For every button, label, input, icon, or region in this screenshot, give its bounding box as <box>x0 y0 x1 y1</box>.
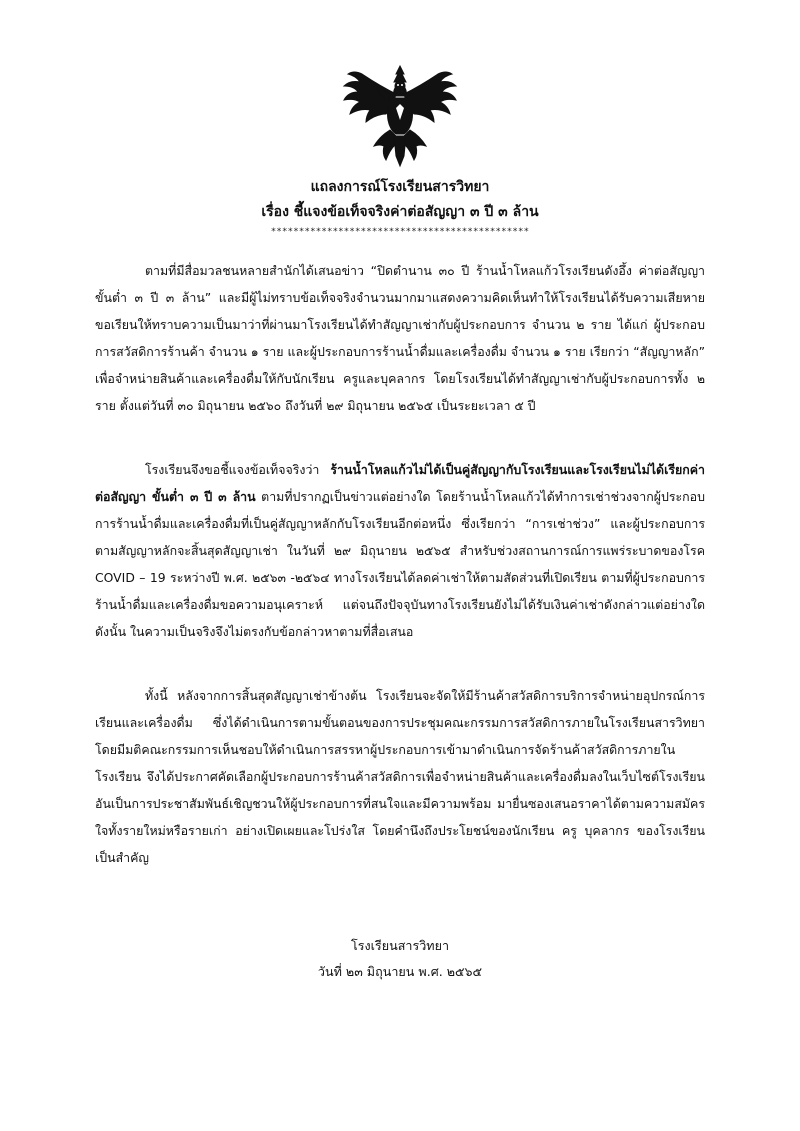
paragraph-2-rest: ตามที่ปรากฏเป็นข่าวแต่อย่างใด โดยร้านน้ำโหลแก้วได้ทำการเช่าช่วงจากผู้ประกอบการร้านน้ำดื่มและเครื่องดื่มที่เป็นคู่สัญญาหลักกับโรงเรียนอีกต่อหนึ่ง ซึ่งเรียกว่า “การเช่าช่วง” และผู้ประกอบการตามสัญญาหลักจะสิ้นสุดสัญญาเช่า ในวันที่ ๒๙ มิถุนายน ๒๕๖๕ สำหรับช่วงสถานการณ์การแพร่ระบาดของโรค COVID – 19 ระหว่างปี พ.ศ. ๒๕๖๓ -๒๕๖๔ ทางโรงเรียนได้ลดค่าเช่าให้ตามสัดส่วนที่เปิดเรียน ตามที่ผู้ประกอบการร้านน้ำดื่มและเครื่องดื่มขอความอนุเคราะห์ แต่จนถึงปัจจุบันทางโรงเรียนยังไม่ได้รับเงินค่าเช่าดังกล่าวแต่อย่างใด ดังนั้น ในความเป็นจริงจึงไม่ตรงกับข้อกล่าวหาตามที่สื่อเสนอ <box>95 489 705 639</box>
paragraph-1-text: ตามที่มีสื่อมวลชนหลายสำนักได้เสนอข่าว “ปิดตำนาน ๓๐ ปี ร้านน้ำโหลแก้วโรงเรียนดังอึ้ง ค่าต่อสัญญา ขั้นต่ำ ๓ ปี ๓ ล้าน” และมีผู้ไม่ทราบข้อเท็จจริงจำนวนมากมาแสดงความคิดเห็นทำให้โรงเรียนได้รับความเสียหาย ขอเรียนให้ทราบความเป็นมาว่าที่ผ่านมาโรงเรียนได้ทำสัญญาเช่ากับผู้ประกอบการ จำนวน ๒ ราย ได้แก่ ผู้ประกอบการสวัสดิการร้านค้า จำนวน ๑ ราย และผู้ประกอบการร้านน้ำดื่มและเครื่องดื่ม จำนวน ๑ ราย เรียกว่า “สัญญาหลัก” เพื่อจำหน่ายสินค้าและเครื่องดื่มให้กับนักเรียน ครูและบุคลากร โดยโรงเรียนได้ทำสัญญาเช่ากับผู้ประกอบการทั้ง ๒ ราย ตั้งแต่วันที่ ๓๐ มิถุนายน ๒๕๖๐ ถึงวันที่ ๒๙ มิถุนายน ๒๕๖๕ เป็นระยะเวลา ๕ ปี <box>95 263 705 413</box>
paragraph-2-bold-statement: ร้านน้ำโหลแก้วไม่ได้เป็นคู่สัญญากับโรงเรียนและโรงเรียนไม่ได้เรียกค่าต่อสัญญา ขั้นต่ำ ๓ ปี ๓ ล้าน <box>95 462 705 504</box>
garuda-emblem-icon <box>340 64 460 168</box>
document-title: แถลงการณ์โรงเรียนสารวิทยา <box>310 179 490 195</box>
paragraph-1 <box>95 257 705 419</box>
title-divider: ********************************************** <box>270 227 530 237</box>
paragraph-3 <box>95 682 705 871</box>
paragraph-2 <box>95 456 705 645</box>
paragraph-3-text: ทั้งนี้ หลังจากการสิ้นสุดสัญญาเช่าข้างต้น โรงเรียนจะจัดให้มีร้านค้าสวัสดิการบริการจำหน่ายอุปกรณ์การเรียนและเครื่องดื่ม ซึ่งได้ดำเนินการตามขั้นตอนของการประชุมคณะกรรมการสวัสดิการภายในโรงเรียนสารวิทยา โดยมีมติคณะกรรมการเห็นชอบให้ดำเนินการสรรหาผู้ประกอบการเข้ามาดำเนินการจัดร้านค้าสวัสดิการภายในโรงเรียน จึงได้ประกาศคัดเลือกผู้ประกอบการร้านค้าสวัสดิการเพื่อจำหน่ายสินค้าและเครื่องดื่มลงในเว็บไซต์โรงเรียน อันเป็นการประชาสัมพันธ์เชิญชวนให้ผู้ประกอบการที่สนใจและมีความพร้อม มายื่นซองเสนอราคาได้ตามความสมัครใจทั้งรายใหม่หรือรายเก่า อย่างเปิดเผยและโปร่งใส โดยคำนึงถึงประโยชน์ของนักเรียน ครู บุคลากร ของโรงเรียนเป็นสำคัญ <box>95 688 705 865</box>
signature-date: วันที่ ๒๓ มิถุนายน พ.ศ. ๒๕๖๕ <box>317 964 483 979</box>
signature-organization: โรงเรียนสารวิทยา <box>350 938 450 953</box>
paragraph-2-intro: โรงเรียนจึงขอชี้แจงข้อเท็จจริงว่า <box>145 462 331 477</box>
document-subject: เรื่อง ชี้แจงข้อเท็จจริงค่าต่อสัญญา ๓ ปี ๓ ล้าน <box>261 204 539 220</box>
